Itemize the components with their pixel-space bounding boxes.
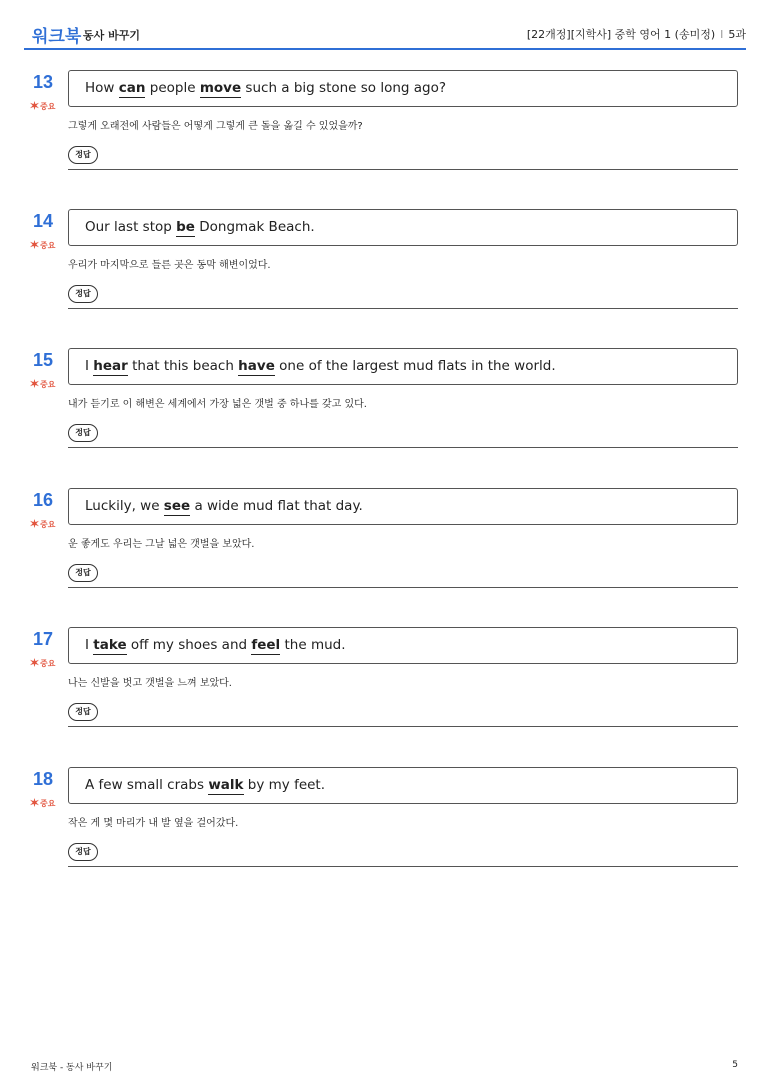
answer-button[interactable]: 정답 — [68, 146, 98, 164]
answer-button[interactable]: 정답 — [68, 424, 98, 442]
target-verb: move — [199, 80, 242, 96]
question-number: 14 — [33, 211, 54, 231]
star-burst-icon — [30, 101, 39, 110]
answer-line — [68, 169, 738, 170]
sentence-box: A few small crabs walk by my feet. — [68, 767, 738, 804]
importance-badge: 중요 — [30, 101, 55, 112]
korean-translation: 그렇게 오래전에 사람들은 어떻게 그렇게 큰 돌을 옮길 수 있었을까? — [68, 121, 363, 132]
importance-badge: 중요 — [30, 658, 55, 669]
header-separator: I — [720, 28, 724, 41]
target-verb: walk — [208, 777, 244, 793]
answer-button[interactable]: 정답 — [68, 285, 98, 303]
page-number: 5 — [732, 1060, 738, 1070]
section-subtitle: 동사 바꾸기 — [83, 29, 140, 42]
question-block — [0, 767, 768, 887]
question-block — [0, 488, 768, 608]
target-verb: hear — [93, 358, 128, 374]
importance-badge: 중요 — [30, 240, 55, 251]
importance-badge: 중요 — [30, 519, 55, 530]
sentence-box: I hear that this beach have one of the largest mud flats in the world. — [68, 348, 738, 385]
korean-translation: 내가 듣기로 이 해변은 세계에서 가장 넓은 갯벌 중 하나를 갖고 있다. — [68, 399, 367, 410]
importance-badge: 중요 — [30, 379, 55, 390]
answer-line — [68, 447, 738, 448]
question-number: 18 — [33, 769, 54, 789]
importance-badge: 중요 — [30, 798, 55, 809]
question-number: 15 — [33, 350, 54, 370]
star-burst-icon — [30, 798, 39, 807]
target-verb: be — [176, 219, 195, 235]
lesson-label: 5과 — [728, 28, 746, 41]
question-number: 13 — [33, 72, 54, 92]
target-verb: have — [238, 358, 275, 374]
question-number: 16 — [33, 490, 54, 510]
target-verb: take — [93, 637, 127, 653]
target-verb: see — [163, 498, 191, 514]
question-number: 17 — [33, 629, 54, 649]
sentence-box: Our last stop be Dongmak Beach. — [68, 209, 738, 246]
answer-button[interactable]: 정답 — [68, 843, 98, 861]
answer-line — [68, 866, 738, 867]
star-burst-icon — [30, 240, 39, 249]
target-verb: feel — [251, 637, 281, 653]
sentence-box: How can people move such a big stone so long ago? — [68, 70, 738, 107]
answer-line — [68, 587, 738, 588]
question-block — [0, 348, 768, 468]
answer-button[interactable]: 정답 — [68, 703, 98, 721]
answer-line — [68, 726, 738, 727]
page-header — [24, 20, 746, 50]
question-block — [0, 209, 768, 329]
star-burst-icon — [30, 519, 39, 528]
answer-line — [68, 308, 738, 309]
book-title: [22개정][지학사] 중학 영어 1 (송미정) — [526, 28, 716, 41]
answer-button[interactable]: 정답 — [68, 564, 98, 582]
question-block — [0, 627, 768, 747]
question-block — [0, 70, 768, 190]
star-burst-icon — [30, 658, 39, 667]
korean-translation: 운 좋게도 우리는 그날 넓은 갯벌을 보았다. — [68, 539, 255, 550]
korean-translation: 우리가 마지막으로 들른 곳은 동막 해변이었다. — [68, 260, 271, 271]
footer-title: 워크북 - 동사 바꾸기 — [31, 1063, 113, 1073]
target-verb: can — [118, 80, 146, 96]
sentence-box: Luckily, we see a wide mud flat that day. — [68, 488, 738, 525]
korean-translation: 나는 신발을 벗고 갯벌을 느껴 보았다. — [68, 678, 232, 689]
star-burst-icon — [30, 379, 39, 388]
book-info — [527, 26, 746, 42]
korean-translation: 작은 게 몇 마리가 내 발 옆을 걸어갔다. — [68, 818, 239, 829]
sentence-box: I take off my shoes and feel the mud. — [68, 627, 738, 664]
brand-title: 워크북 — [32, 27, 82, 47]
